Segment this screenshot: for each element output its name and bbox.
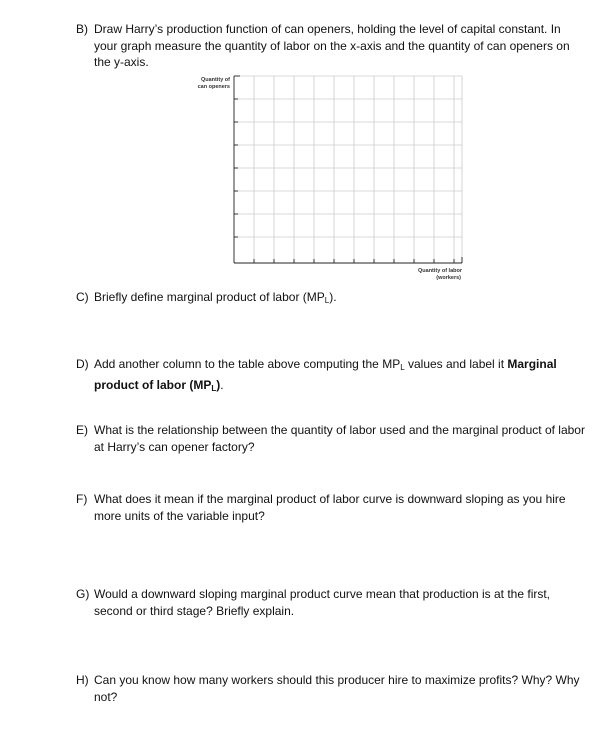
question-d-text: Add another column to the table above computing the $MP_L$ values and label it Marginal product of labor $(MP_L)$.: [94, 357, 557, 393]
question-c-label: C): [76, 290, 89, 304]
question-h-label: H): [76, 673, 89, 687]
question-e-text: What is the relationship between the quantity of labor used and the marginal product of labor at Harry’s can opener factory?: [94, 423, 585, 454]
question-d-label: D): [76, 357, 89, 371]
question-b-label: B): [76, 22, 88, 36]
question-g-text: Would a downward sloping marginal product curve mean that production is at the first, second or third stage? Briefly explain.: [94, 587, 551, 618]
x-axis-label-line1: Quantity of labor: [418, 268, 462, 274]
y-axis-label-line1: Quantity of: [200, 77, 230, 83]
question-h-text: Can you know how many workers should this producer hire to maximize profits? Why? Why not?: [94, 673, 580, 704]
question-c-text: Briefly define marginal product of labor $(MP_L)$.: [94, 290, 337, 305]
question-f-label: F): [76, 492, 88, 506]
y-axis-label-line2: can openers: [197, 84, 230, 90]
marginal-product-term: Marginal product of labor $(MP_L)$: [94, 357, 557, 393]
x-axis-label-line2: (workers): [436, 275, 461, 281]
question-f-text: What does it mean if the marginal product of labor curve is downward sloping as you hire more units of the variable input?: [94, 492, 566, 523]
question-e-label: E): [76, 423, 88, 437]
production-function-graph: [185, 70, 485, 285]
graph-grid: [234, 76, 462, 263]
graph-axes: [234, 76, 462, 263]
question-g-label: G): [76, 587, 90, 601]
question-b-text: Draw Harry’s production function of can openers, holding the level of capital constant. In your graph measure the quantity of labor on the x-axis and the quantity of can openers on the y-axis.: [94, 22, 570, 69]
